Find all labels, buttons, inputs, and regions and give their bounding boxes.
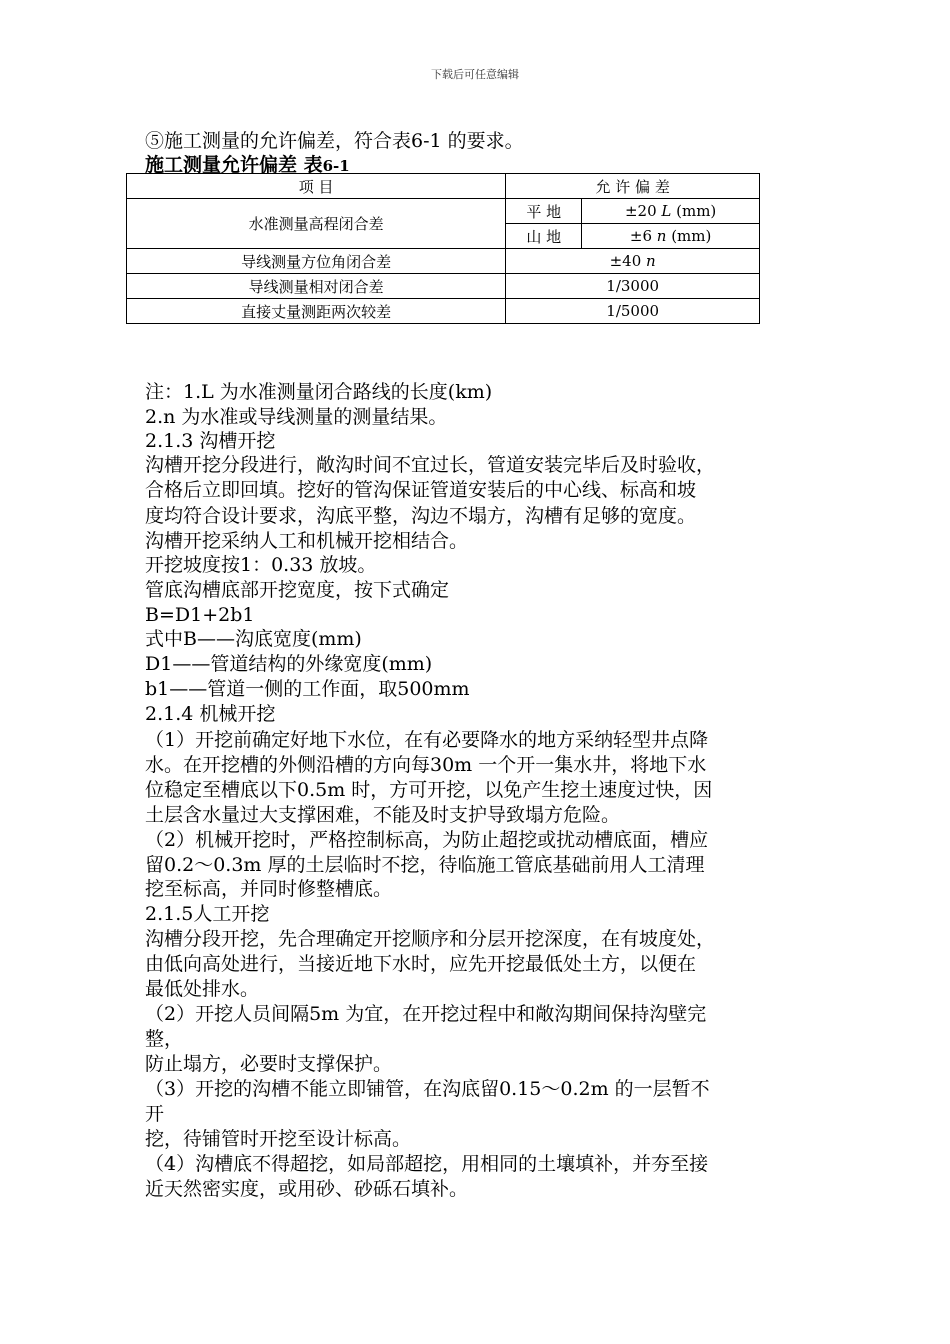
text-line: 2.n 为水准或导线测量的测量结果。: [145, 406, 448, 428]
section-heading: 2.1.3 沟槽开挖: [145, 430, 276, 452]
terrain-flat: 平 地: [506, 199, 582, 224]
table-row: [127, 249, 760, 274]
table-title-main: 施工测量允许偏差 表: [145, 154, 323, 176]
table-header-row: [127, 174, 760, 199]
tolerance-table: [126, 173, 760, 324]
text-line: b1——管道一侧的工作面，取500mm: [145, 678, 470, 700]
header-tolerance: 允 许 偏 差: [506, 174, 760, 199]
row-value: 1/3000: [506, 274, 760, 299]
text-line: 由低向高处进行，当接近地下水时，应先开挖最低处土方，以便在: [145, 953, 697, 975]
terrain-mountain: 山 地: [506, 224, 582, 249]
row-item: 导线测量相对闭合差: [127, 274, 506, 299]
row-item: 直接丈量测距两次较差: [127, 299, 506, 324]
text-line: 管底沟槽底部开挖宽度，按下式确定: [145, 579, 450, 601]
text-line: 防止塌方，必要时支撑保护。: [145, 1053, 393, 1075]
text-line: （2）机械开挖时，严格控制标高，为防止超挖或扰动槽底面，槽应: [145, 829, 709, 851]
text-line: 合格后立即回填。挖好的管沟保证管道安装后的中心线、标高和坡: [145, 479, 697, 501]
text-line: 土层含水量过大支撑困难，不能及时支护导致塌方危险。: [145, 804, 621, 826]
table-row: [127, 299, 760, 324]
text-line: 挖，待铺管时开挖至设计标高。: [145, 1128, 412, 1150]
text-line: 开挖坡度按1：0.33 放坡。: [145, 554, 377, 576]
text-line: 挖至标高，并同时修整槽底。: [145, 878, 393, 900]
text-line: 沟槽开挖分段进行，敞沟时间不宜过长，管道安装完毕后及时验收，: [145, 454, 716, 476]
text-line: 留0.2～0.3m 厚的土层临时不挖，待临施工管底基础前用人工清理: [145, 854, 705, 876]
leveling-label: 水准测量高程闭合差: [127, 199, 506, 249]
text-line: （3）开挖的沟槽不能立即铺管，在沟底留0.15～0.2m 的一层暂不: [145, 1078, 710, 1100]
text-line: 整，: [145, 1028, 184, 1050]
text-line: 位稳定至槽底以下0.5m 时，方可开挖，以免产生挖土速度过快，因: [145, 779, 713, 801]
row-item: 导线测量方位角闭合差: [127, 249, 506, 274]
table-row: [127, 199, 760, 224]
text-line: 近天然密实度，或用砂、砂砾石填补。: [145, 1178, 469, 1200]
formula: B=D1+2b1: [145, 604, 255, 626]
table-row: [127, 274, 760, 299]
text-line: 沟槽分段开挖，先合理确定开挖顺序和分层开挖深度，在有坡度处，: [145, 928, 716, 950]
row-value: ±40 n: [506, 249, 760, 274]
text-line: 水。在开挖槽的外侧沿槽的方向每30m 一个开一集水井，将地下水: [145, 754, 707, 776]
text-line: 注：1.L 为水准测量闭合路线的长度(km): [145, 381, 493, 403]
text-line: 式中B——沟底宽度(mm): [145, 628, 362, 650]
header-item: 项 目: [127, 174, 506, 199]
table-title-number: 6-1: [322, 157, 350, 175]
intro-line: ⑤施工测量的允许偏差，符合表6-1 的要求。: [145, 130, 524, 152]
text-line: （4）沟槽底不得超挖，如局部超挖，用相同的土壤填补，并夯至接: [145, 1153, 709, 1175]
text-line: D1——管道结构的外缘宽度(mm): [145, 653, 433, 675]
text-line: （1）开挖前确定好地下水位，在有必要降水的地方采纳轻型井点降: [145, 729, 709, 751]
page-header: 下载后可任意编辑: [431, 68, 519, 81]
tolerance-mountain: ±6 n (mm): [582, 224, 760, 249]
text-line: 开: [145, 1103, 165, 1125]
section-heading: 2.1.4 机械开挖: [145, 703, 276, 725]
tolerance-flat: ±20 L (mm): [582, 199, 760, 224]
text-line: 最低处排水。: [145, 978, 260, 1000]
text-line: （2）开挖人员间隔5m 为宜，在开挖过程中和敞沟期间保持沟壁完: [145, 1003, 707, 1025]
row-value: 1/5000: [506, 299, 760, 324]
text-line: 度均符合设计要求，沟底平整，沟边不塌方，沟槽有足够的宽度。: [145, 505, 697, 527]
section-heading: 2.1.5人工开挖: [145, 903, 270, 925]
text-line: 沟槽开挖采纳人工和机械开挖相结合。: [145, 530, 469, 552]
